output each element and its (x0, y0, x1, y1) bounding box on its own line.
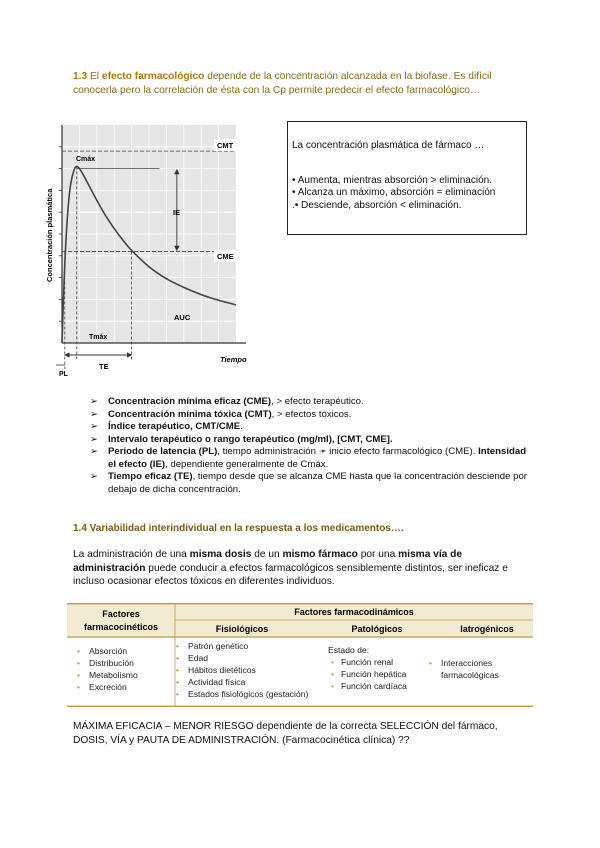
cmax-label: Cmáx (76, 156, 96, 163)
arrow-icon: ➢ (90, 446, 99, 457)
text: de un (251, 549, 283, 560)
definition: . (240, 421, 243, 432)
pk-header-1: Factores (102, 609, 140, 619)
pk-item: Distribución (89, 658, 134, 668)
pd-header: Factores farmacodinámicos (294, 607, 414, 617)
pk-header-2: farmacocinéticos (83, 622, 159, 632)
fisio-item: Hábitos dietéticos (188, 665, 256, 675)
box-item: • Aumenta, mientras absorción > eliminación. (292, 174, 492, 186)
intro-bold: efecto farmacológico (101, 71, 205, 82)
bullet-icon: • (77, 682, 81, 692)
pk-item: Excreción (89, 682, 127, 692)
bullet-icon: • (176, 677, 180, 687)
text: por una (357, 549, 399, 560)
bullet-icon: • (176, 689, 180, 699)
bullet-icon: • (77, 658, 81, 668)
paragraph (73, 548, 533, 589)
text: puede conducir a efectos farmacológicos sensiblemente distintos, ser ineficaz e incluso ocasionar efectos tóxicos en diferentes individuos. (73, 562, 508, 587)
y-axis-label: Concentración plasmática (45, 188, 54, 282)
text: La administración de una (73, 549, 190, 560)
definition: , > efecto terapéutico. (271, 396, 364, 407)
bullet-icon: • (331, 657, 335, 667)
sub-header-patologicos: Patológicos (351, 624, 403, 634)
list-item (90, 434, 530, 447)
list-item (90, 396, 530, 409)
box-item: .• Desciende, absorción < eliminación. (292, 199, 462, 211)
pato-item: Función hepática (341, 669, 407, 679)
bullet-icon: • (331, 681, 335, 691)
definition: , tiempo administración ➛ inicio efecto farmacológico (CME). (217, 446, 479, 457)
box-item: • Alcanza un máximo, absorción = eliminación (292, 187, 496, 198)
bold: misma vía de administración (73, 549, 463, 574)
intro-paragraph (73, 70, 533, 97)
term: Tiempo eficaz (TE) (108, 471, 193, 482)
list-item (90, 421, 530, 434)
bullet-icon: • (331, 669, 335, 679)
intro-text: El (87, 71, 102, 82)
fisio-item: Estados fisiológicos (gestación) (188, 689, 309, 699)
bold: mismo fármaco (282, 549, 358, 560)
pl-label: PL (59, 371, 68, 378)
term: Concentración mínima eficaz (CME) (108, 396, 272, 407)
bullet-icon: • (77, 670, 81, 680)
bullet-icon: • (176, 641, 180, 651)
fisio-item: Edad (188, 653, 209, 663)
arrow-icon: ➢ (90, 433, 99, 445)
pato-title: Estado de: (328, 645, 370, 655)
iatro-item: Interacciones (441, 658, 493, 668)
fisio-item: Actividad física (188, 677, 246, 687)
definition: , > efectos tóxicos. (271, 408, 352, 420)
tmax-label: Tmáx (89, 334, 108, 341)
arrow-icon: ➢ (90, 471, 99, 482)
pk-item: Absorción (89, 646, 128, 656)
te-label: TE (99, 362, 109, 371)
factors-table (67, 603, 533, 707)
conclusion: MÁXIMA EFICACIA – MENOR RIESGO dependiente de la correcta SELECCIÓN del fármaco, DOSIS, VÍA y PAUTA DE ADMINISTRACIÓN. (Farmacocinética clínica) ?? (73, 721, 498, 746)
sub-header-iatrogenicos: Iatrogénicos (460, 624, 514, 634)
bold: misma dosis (189, 549, 252, 560)
x-axis-label: Tiempo (220, 355, 247, 364)
list-item (90, 409, 530, 422)
pk-item: Metabolismo (89, 670, 138, 680)
cme-label: CME (217, 252, 234, 261)
info-box (287, 121, 527, 235)
definition: , tiempo desde que se alcanza CME hasta que la concentración desciende por debajo de dicha concentración. (108, 471, 527, 495)
section-number: 1.3 (73, 71, 88, 82)
term: Intervalo terapéutico o rango terapéutico (mg/ml), [CMT, CME]. (108, 433, 393, 445)
pato-item: Función cardíaca (341, 681, 407, 691)
term: Índice terapéutico, CMT/CME (108, 421, 241, 432)
bullet-icon: • (77, 646, 81, 656)
arrow-icon: ➢ (90, 408, 99, 420)
list-item (90, 471, 530, 496)
definitions-list (90, 396, 530, 496)
auc-label: AUC (174, 313, 191, 322)
arrow-icon: ➢ (90, 396, 99, 407)
iatro-item: farmacológicas (441, 670, 499, 680)
bullet-icon: • (429, 658, 433, 668)
ie-label: IE (173, 208, 181, 217)
bullet-icon: • (176, 665, 180, 675)
arrow-icon: ➢ (90, 421, 99, 432)
fisio-item: Patrón genético (188, 641, 249, 651)
cmt-label: CMT (217, 141, 234, 150)
pato-item: Función renal (341, 657, 394, 667)
bullet-icon: • (176, 653, 180, 663)
definition: , dependiente generalmente de Cmáx. (165, 458, 329, 470)
concentration-time-chart (42, 120, 282, 382)
term: Periodo de latencia (PL) (108, 446, 218, 457)
section-heading: 1.4 Variabilidad interindividual en la respuesta a los medicamentos…. (73, 523, 404, 534)
list-item (90, 446, 530, 471)
term: Intensidad el efecto (IE) (108, 446, 527, 470)
box-title: La concentración plasmática de fármaco … (292, 140, 485, 151)
intro-rest: depende de la concentración alcanzada en la biofase. Es difícil conocerla pero la correlación de ésta con la Cp permite predecir el efecto farmacológico… (73, 71, 492, 96)
sub-header-fisiologicos: Fisiológicos (215, 624, 269, 634)
term: Concentración mínima tóxica (CMT) (108, 408, 272, 420)
